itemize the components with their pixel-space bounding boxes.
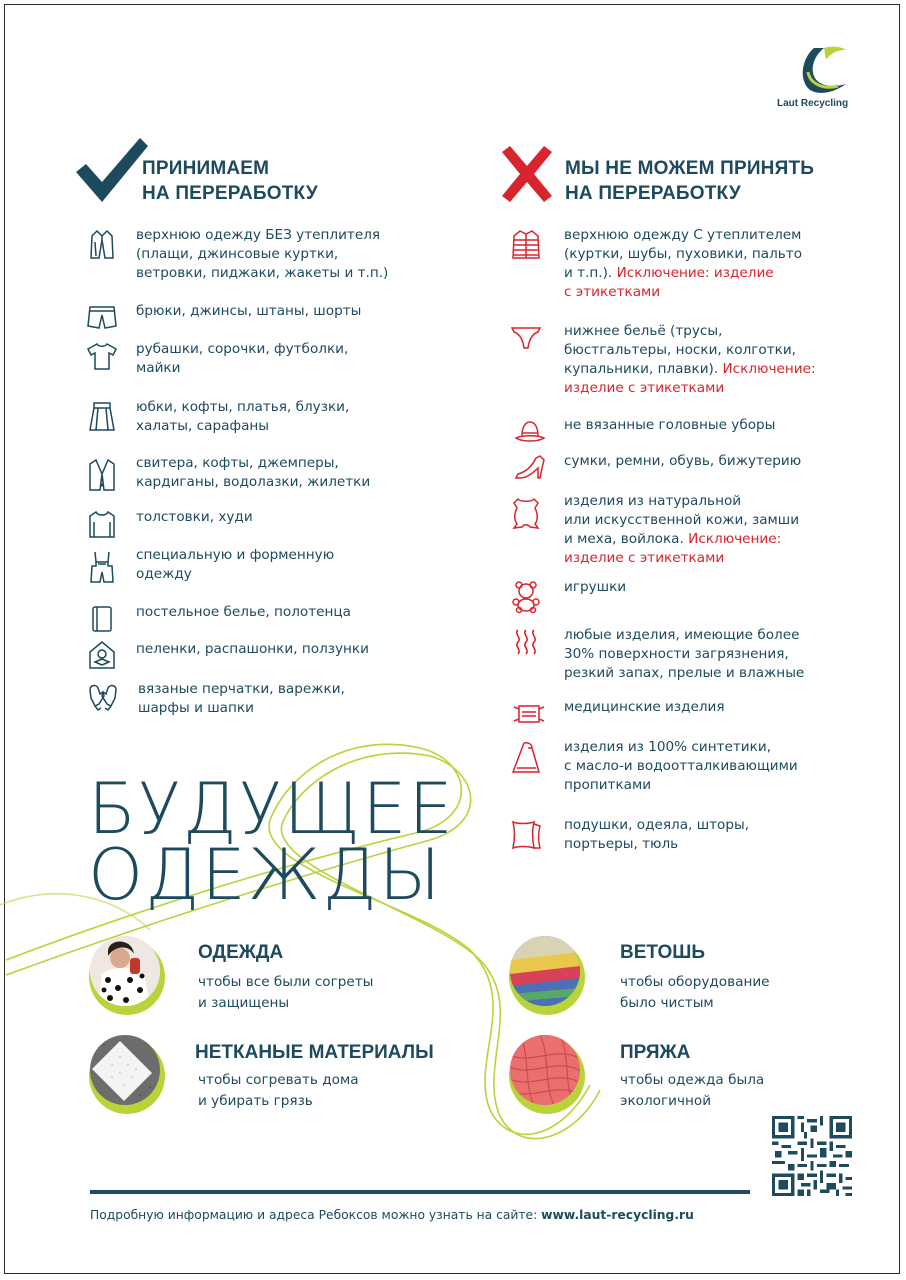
reject-item-text xyxy=(564,492,799,568)
reject-item-main: изделия из натуральной или искусственной кожи, замши и меха, войлока. xyxy=(564,493,800,547)
accept-item-outerwear xyxy=(86,226,388,283)
exception-note: Исключение: изделие с этикетками xyxy=(564,531,782,566)
reject-item-synthetic xyxy=(510,738,798,795)
yarn-photo xyxy=(510,1035,580,1105)
hero-title xyxy=(88,768,455,916)
reject-item-text: не вязанные головные уборы xyxy=(564,417,776,433)
coat-icon xyxy=(86,226,118,262)
baby-swaddle-icon xyxy=(86,640,118,672)
skirt-icon xyxy=(86,398,118,434)
accept-item-text: верхнюю одежду БЕЗ утеплителя (плащи, джинсовые куртки, ветровки, пиджаки, жакеты и т.п.) xyxy=(136,227,389,281)
vest-icon xyxy=(86,454,118,494)
accept-item-skirts xyxy=(86,398,349,436)
reject-item-leather xyxy=(510,492,799,568)
clothing-photo-image xyxy=(90,936,160,1006)
overalls-icon xyxy=(86,546,118,586)
yarn-photo-image xyxy=(510,1035,580,1105)
teddy-bear-icon xyxy=(510,578,542,614)
rags-photo-image xyxy=(510,936,580,1006)
footer-text: Подробную информацию и адреса Ребоксов можно узнать на сайте: xyxy=(90,1208,542,1222)
shorts-icon xyxy=(86,302,118,334)
clothing-photo xyxy=(90,936,160,1006)
footer-info xyxy=(90,1208,694,1222)
use-yarn-desc: чтобы одежда была экологичной xyxy=(620,1072,765,1109)
hoodie-icon xyxy=(86,508,118,540)
hero-title-line1: БУДУЩЕЕ xyxy=(88,768,455,850)
accept-title xyxy=(142,156,318,206)
reject-item-text: любые изделия, имеющие более 30% поверхности загрязнения, резкий запах, прелые и влажные xyxy=(564,627,805,681)
use-nonwoven-title: НЕТКАНЫЕ МАТЕРИАЛЫ xyxy=(195,1042,434,1063)
nonwoven-photo xyxy=(90,1035,160,1105)
reject-item-text xyxy=(564,322,816,398)
high-heel-icon xyxy=(510,452,550,484)
use-clothing-desc: чтобы все были согреты и защищены xyxy=(198,974,374,1011)
accept-item-text: пеленки, распашонки, ползунки xyxy=(136,641,369,657)
reject-item-text: изделия из 100% синтетики, с масло-и водоотталкивающими пропитками xyxy=(564,739,798,793)
reject-title xyxy=(565,156,814,206)
brand-logo xyxy=(777,44,860,114)
use-rags-title: ВЕТОШЬ xyxy=(620,942,706,963)
reject-item-insulated xyxy=(510,226,802,302)
tshirt-icon xyxy=(86,340,118,372)
accept-item-text: рубашки, сорочки, футболки, майки xyxy=(136,341,349,376)
mittens-icon xyxy=(86,680,120,712)
accept-item-uniform xyxy=(86,546,334,586)
medical-mask-icon xyxy=(510,698,548,730)
footer-divider xyxy=(90,1190,750,1194)
hat-icon xyxy=(510,416,550,448)
accept-item-text: юбки, кофты, платья, блузки, халаты, сарафаны xyxy=(136,399,350,434)
reject-item-text: сумки, ремни, обувь, бижутерию xyxy=(564,453,802,469)
use-rags-desc: чтобы оборудование было чистым xyxy=(620,974,770,1011)
reject-item-medical xyxy=(510,698,725,730)
use-clothing-title: ОДЕЖДА xyxy=(198,942,284,963)
accept-item-baby xyxy=(86,640,369,672)
pillow-icon xyxy=(510,816,542,852)
accept-title-line2: НА ПЕРЕРАБОТКУ xyxy=(142,183,318,204)
accept-item-knitwear xyxy=(86,680,345,718)
accept-item-sweaters xyxy=(86,454,370,494)
reject-item-hats xyxy=(510,416,775,448)
cross-icon xyxy=(498,144,556,204)
accept-item-text: специальную и форменную одежду xyxy=(136,547,335,582)
reject-title-line1: МЫ НЕ МОЖЕМ ПРИНЯТЬ xyxy=(565,158,815,179)
reject-item-accessories xyxy=(510,452,801,484)
reject-item-toys xyxy=(510,578,626,614)
accept-item-text: свитера, кофты, джемперы, кардиганы, водолазки, жилетки xyxy=(136,455,371,490)
logo-mark-icon xyxy=(780,44,860,98)
puffer-jacket-icon xyxy=(510,226,542,262)
reject-title-line2: НА ПЕРЕРАБОТКУ xyxy=(565,183,741,204)
accept-item-shirts xyxy=(86,340,348,378)
reject-item-text: игрушки xyxy=(564,579,627,595)
accept-item-text: брюки, джинсы, штаны, шорты xyxy=(136,303,362,319)
accept-item-trousers xyxy=(86,302,361,334)
accept-title-line1: ПРИНИМАЕМ xyxy=(142,158,270,179)
reject-item-underwear xyxy=(510,322,816,398)
hero-title-line2: ОДЕЖДЫ xyxy=(88,834,443,916)
odor-waves-icon xyxy=(510,626,542,658)
use-yarn-title: ПРЯЖА xyxy=(620,1042,691,1063)
nonwoven-photo-image xyxy=(90,1035,160,1105)
reject-item-pillows xyxy=(510,816,749,854)
accept-item-text: толстовки, худи xyxy=(136,509,253,525)
reject-item-text: медицинские изделия xyxy=(564,699,725,715)
use-nonwoven-desc: чтобы согревать дома и убирать грязь xyxy=(198,1072,359,1109)
rags-photo xyxy=(510,936,580,1006)
reject-item-text xyxy=(564,226,802,302)
reject-item-text: подушки, одеяла, шторы, портьеры, тюль xyxy=(564,817,750,852)
bedding-icon xyxy=(86,603,118,635)
reject-item-soiled xyxy=(510,626,804,683)
accept-item-hoodies xyxy=(86,508,253,540)
exception-note: Исключение: изделие с этикетками xyxy=(564,361,816,396)
reject-item-main: верхнюю одежду С утеплителем (куртки, шубы, пуховики, пальто и т.п.). xyxy=(564,227,803,281)
exception-note: Исключение: изделие с этикетками xyxy=(564,265,774,300)
accept-item-bedding xyxy=(86,603,351,635)
brand-name: Laut Recycling xyxy=(777,98,849,109)
leather-hide-icon xyxy=(510,492,542,532)
synthetic-fabric-icon xyxy=(510,738,542,774)
checkmark-icon xyxy=(72,136,150,206)
footer-link[interactable]: www.laut-recycling.ru xyxy=(541,1208,694,1222)
accept-item-text: постельное белье, полотенца xyxy=(136,604,351,620)
qr-code[interactable] xyxy=(772,1116,852,1196)
underwear-icon xyxy=(510,322,542,354)
reject-item-main: нижнее бельё (трусы, бюстгальтеры, носки, колготки, купальники, плавки). xyxy=(564,323,797,377)
accept-item-text: вязаные перчатки, варежки, шарфы и шапки xyxy=(138,681,345,716)
